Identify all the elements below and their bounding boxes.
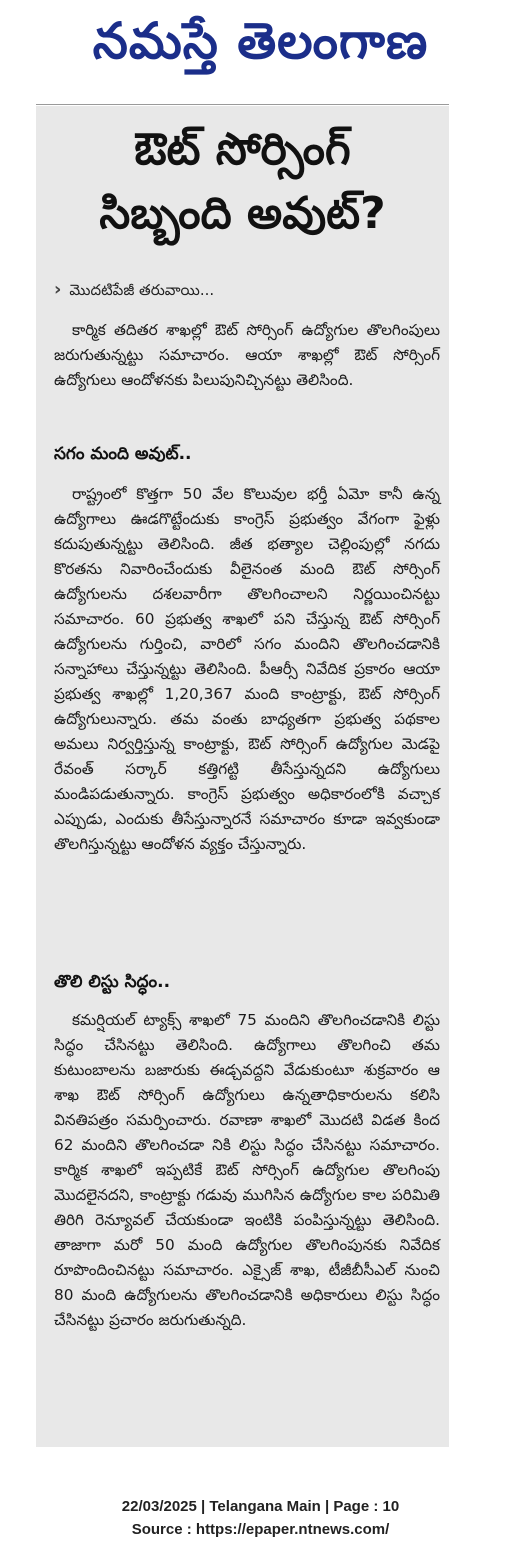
article-headline	[36, 118, 449, 246]
intro-paragraph-block	[54, 318, 440, 393]
section-2-paragraph: కమర్షియల్ ట్యాక్స్ శాఖలో 75 మందిని తొలగించడానికి లిస్టు సిద్ధం చేసినట్టు తెలిసింది. ఉద్యోగాలు తొలగించి తమ కుటుంబాలను బజారుకు ఈడ్చవద్దని వేడుకుంటూ శుక్రవారం ఆ శాఖ ఔట్ సోర్సింగ్ ఉద్యోగులు ఉన్నతాధికారులను కలిసి వినతిపత్రం సమర్పించారు. రవాణా శాఖలో మొదటి విడత కింద 62 మందిని తొలగించడా నికి లిస్టు సిద్ధం చేసినట్టు సమాచారం. కార్మిక శాఖలో ఇప్పటికే ఔట్ సోర్సింగ్ ఉద్యోగుల తొలగింపు మొదలైనదని, కాంట్రాక్టు గడువు ముగిసిన ఉద్యోగుల కాల పరిమితి తిరిగి రెన్యూవల్ చేయకుండా ఇంటికి పంపిస్తున్నట్టు తెలిసింది. తాజాగా మరో 50 మంది ఉద్యోగుల తొలగింపునకు నివేదిక రూపొందించినట్టు సమాచారం. ఎక్సైజ్ శాఖ, టీజీబీసీఎల్ నుంచి 80 మంది ఉద్యోగులను తొలగించడానికి అధికారులు లిస్టు సిద్ధం చేసినట్టు ప్రచారం జరుగుతున్నది.	[54, 1011, 440, 1329]
masthead	[0, 6, 521, 76]
headline-line-1: ఔట్ సోర్సింగ్	[134, 124, 351, 175]
continued-from-text: మొదటిపేజీ తరువాయి...	[69, 281, 215, 299]
chevron-right-icon: ›	[54, 279, 62, 300]
section-heading-2: తొలి లిస్టు సిద్ధం..	[54, 972, 171, 992]
edition-info: 22/03/2025 | Telangana Main | Page : 10	[121, 1498, 400, 1515]
section-1-paragraph: రాష్ట్రంలో కొత్తగా 50 వేల కొలువుల భర్తీ ఏమో కానీ ఉన్న ఉద్యోగాలు ఊడగొట్టేందుకు కాంగ్రెస్ ప్రభుత్వం వేగంగా ఫైళ్లు కదుపుతున్నట్టు తెలిసింది. జీత భత్యాల చెల్లింపుల్లో నగదు కొరతను నివారించేందుకు వీలైనంత మంది ఔట్ సోర్సింగ్ ఉద్యోగులను దశలవారీగా తొలగించాలని నిర్ణయించినట్టు సమాచారం. 60 ప్రభుత్వ శాఖలో పని చేస్తున్న ఔట్ సోర్సింగ్ ఉద్యోగులను గుర్తించి, వారిలో సగం మందిని తొలగించడానికి సన్నాహాలు చేస్తున్నట్టు తెలిసింది. పీఆర్సీ నివేదిక ప్రకారం ఆయా ప్రభుత్వ శాఖల్లో 1,20,367 మంది కాంట్రాక్టు, ఔట్ సోర్సింగ్ ఉద్యోగులున్నారు. తమ వంతు బాధ్యతగా ప్రభుత్వ పథకాల అమలు నిర్వర్తిస్తున్న కాంట్రాక్టు, ఔట్ సోర్సింగ్ ఉద్యోగుల మెడపై రేవంత్ సర్కార్ కత్తిగట్టి తీసేస్తున్నదని ఉద్యోగులు మండిపడుతున్నారు. కాంగ్రెస్ ప్రభుత్వం అధికారంలోకి వచ్చాక ఎప్పుడు, ఎందుకు తీసేస్తున్నారనే సమాచారం కూడా ఇవ్వకుండా తొలగిస్తున్నట్టు ఆందోళన వ్యక్తం చేస్తున్నారు.	[54, 485, 440, 853]
section-heading-1: సగం మంది అవుట్..	[54, 444, 192, 464]
source-link[interactable]: Source : https://epaper.ntnews.com/	[131, 1521, 390, 1538]
section-1-body-block	[54, 482, 440, 857]
headline-line-2: సిబ్బంది అవుట్?	[99, 188, 386, 239]
newspaper-title: నమస్తే తెలంగాణ	[92, 11, 429, 70]
intro-paragraph: కార్మిక తదితర శాఖల్లో ఔట్ సోర్సింగ్ ఉద్యోగుల తొలగింపులు జరుగుతున్నట్టు సమాచారం. ఆయా శాఖల్లో ఔట్ సోర్సింగ్ ఉద్యోగులు ఆందోళనకు పిలుపునిచ్చినట్టు తెలిసింది.	[54, 321, 440, 389]
masthead-divider	[36, 104, 449, 105]
continued-from-marker	[54, 280, 214, 300]
section-2-body-block	[54, 1008, 440, 1333]
